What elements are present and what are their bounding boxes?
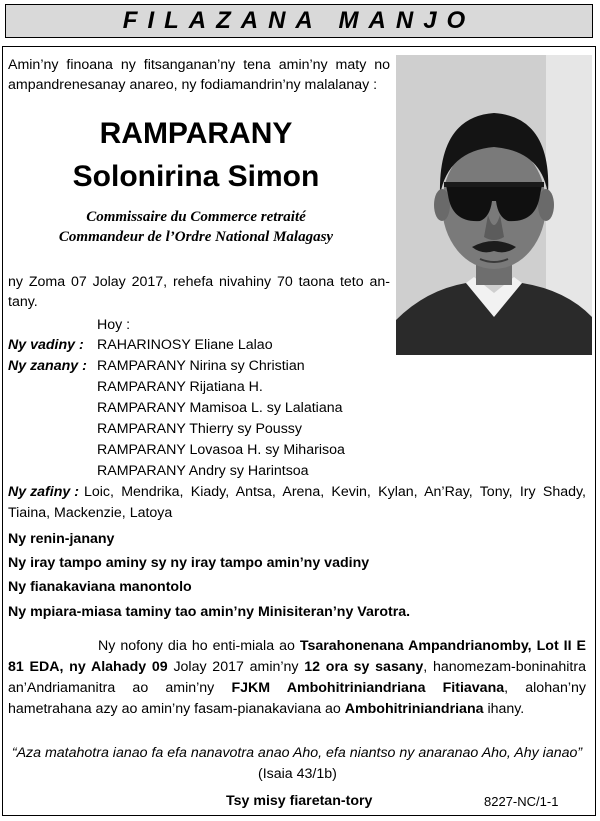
funeral-text-3: , hanomezam-boninahitra an’Andriamanitra ao amin’ny (8, 659, 586, 696)
relatives-item: Ny renin-janany (8, 531, 115, 547)
deceased-given-names: Solonirina Simon (72, 160, 320, 193)
funeral-church: FJKM Ambohitriniandriana Fitiavana (231, 680, 505, 696)
bible-reference: (Isaia 43/1b) (258, 766, 337, 782)
relatives-item: Ny iray tampo aminy sy ny iray tampo amin’ny vadiny (8, 555, 370, 571)
funeral-text-2: Jolay 2017 amin’ny (167, 659, 305, 675)
funeral-paragraph (8, 636, 586, 720)
children-label: Ny zanany : (8, 358, 87, 374)
deceased-title-2: Commandeur de l’Ordre National Malagasy (58, 229, 334, 245)
portrait-photo-icon (396, 55, 592, 355)
child-item: RAMPARANY Lovasoa H. sy Miharisoa (97, 442, 345, 458)
relatives-item: Ny mpiara-miasa taminy tao amin’ny Minisiteran’ny Varotra. (8, 604, 411, 620)
grandchildren-label: Ny zafiny : (8, 484, 79, 500)
portrait-photo (396, 55, 592, 355)
hoy-label: Hoy : (97, 317, 131, 333)
funeral-address: Tsarahonenana Ampandrianomby, Lot II E 81 EDA, ny Alahady 09 (8, 638, 586, 675)
notice-reference: 8227-NC/1-1 (484, 794, 559, 809)
child-item: RAMPARANY Nirina sy Christian (97, 358, 305, 374)
child-item: RAMPARANY Mamisoa L. sy Lalatiana (97, 400, 343, 416)
deceased-title-1: Commissaire du Commerce retraité (86, 209, 306, 225)
child-item: RAMPARANY Rijatiana H. (97, 379, 263, 395)
notice-header (5, 4, 593, 38)
bible-quote: “Aza matahotra ianao fa efa nanavotra anao Aho, efa niantso ny anaranao Aho, Ahy ianao” (11, 745, 583, 761)
grandchildren-line-1: Loic, Mendrika, Kiady, Antsa, Arena, Kevin, Kylan, An’Ray, Tony, Iry Shady, (83, 484, 586, 500)
grandchildren-row (8, 482, 586, 502)
death-line-2: tany. (8, 294, 38, 310)
child-item: RAMPARANY Thierry sy Poussy (97, 421, 302, 437)
funeral-text-1: Ny nofony dia ho enti-miala ao (98, 638, 300, 654)
deceased-surname: RAMPARANY (99, 117, 293, 150)
funeral-time: 12 ora sy sasany (304, 659, 424, 675)
child-item: RAMPARANY Andry sy Harintsoa (97, 463, 309, 479)
grandchildren-line-2: Tiaina, Mackenzie, Latoya (8, 505, 173, 521)
spouse-name: RAHARINOSY Eliane Lalao (97, 337, 273, 353)
closing-note: Tsy misy fiaretan-tory (226, 793, 373, 809)
intro-line-2: ampandrenesanay anareo, ny fodiamandrin’ny malalanay : (8, 77, 378, 93)
intro-line-1: Amin’ny finoana ny fitsanganan’ny tena amin’ny maty no (8, 57, 390, 73)
funeral-text-4: , alohan’ny hametrahana azy ao amin’ny fasam-pianakaviana ao (8, 680, 586, 717)
funeral-burial-place: Ambohitriniandriana (344, 701, 484, 717)
funeral-text-5: ihany. (483, 701, 525, 717)
death-line-1: ny Zoma 07 Jolay 2017, rehefa nivahiny 70 taona teto an- (8, 274, 390, 290)
relatives-item: Ny fianakaviana manontolo (8, 579, 192, 595)
spouse-label: Ny vadiny : (8, 337, 84, 353)
notice-title: FILAZANA MANJO (122, 7, 476, 34)
